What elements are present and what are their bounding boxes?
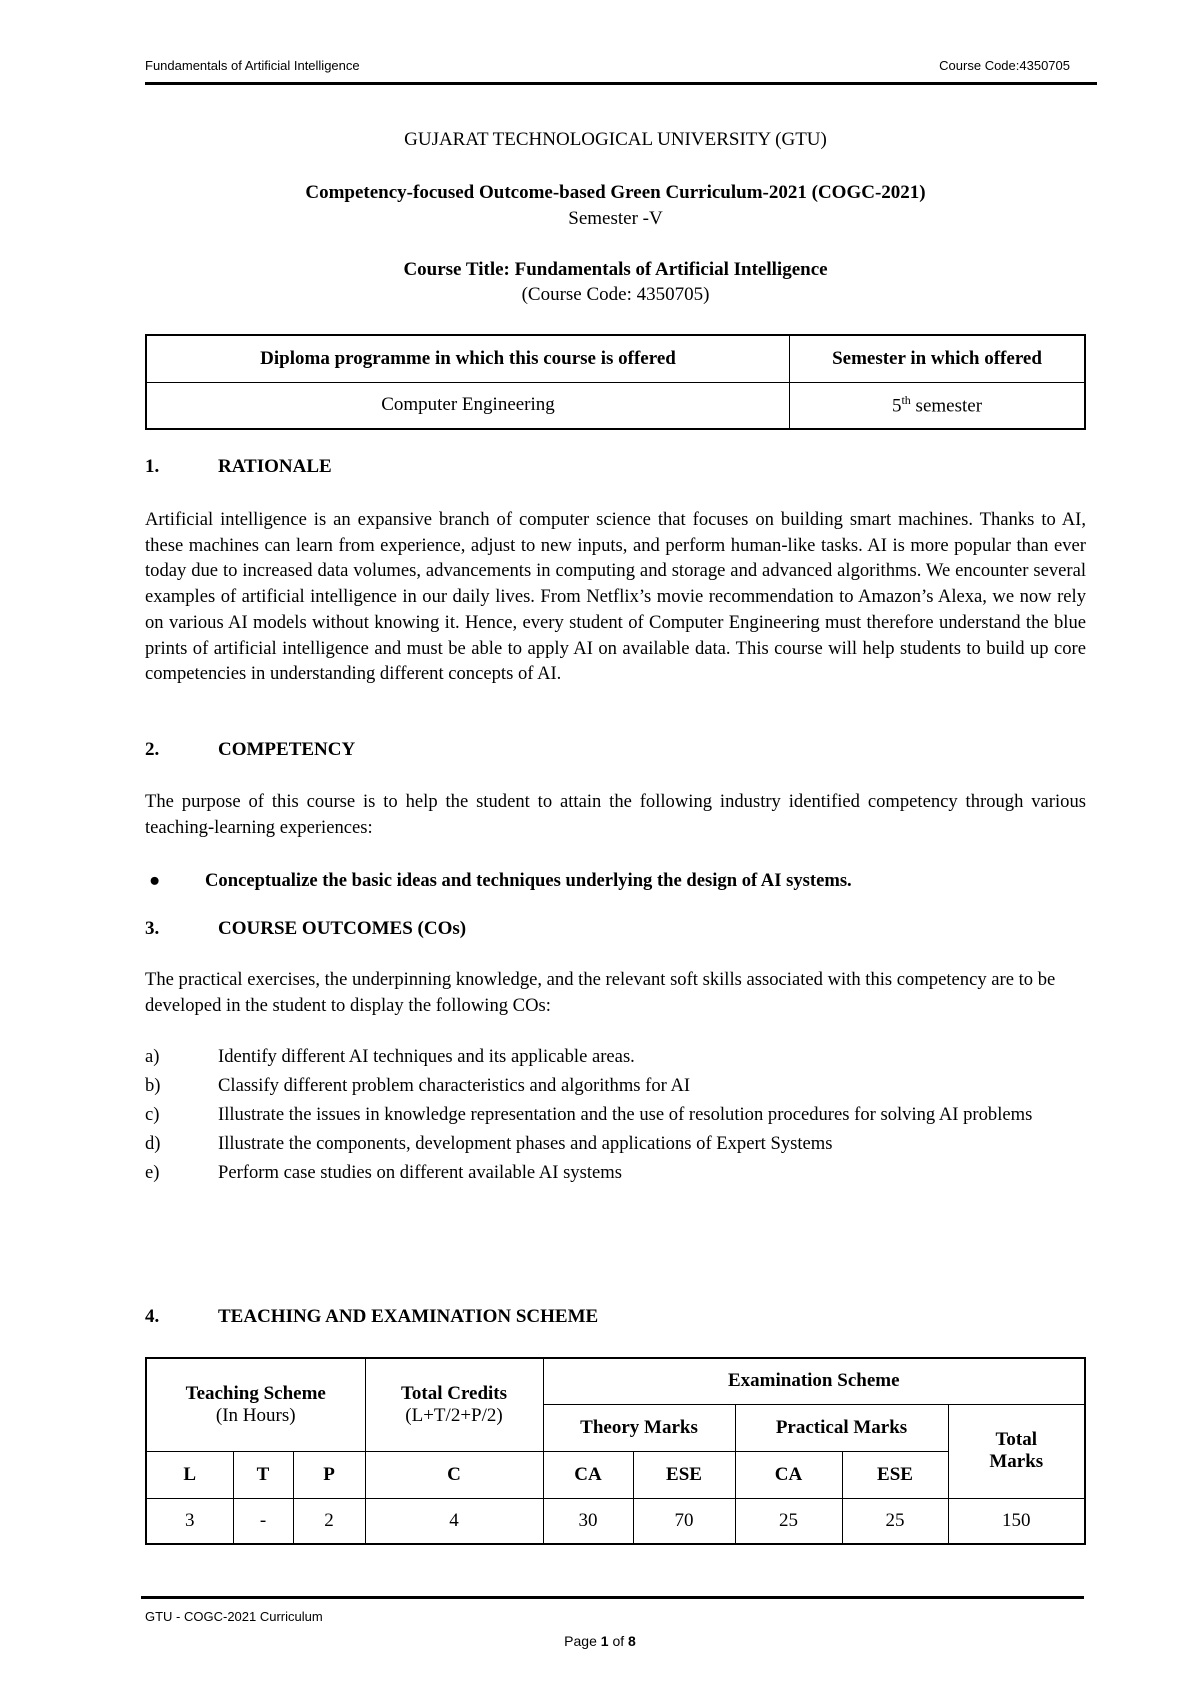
outcome-item xyxy=(145,1129,1086,1158)
header-divider xyxy=(145,82,1097,85)
section-outcomes-heading xyxy=(145,918,466,940)
outcome-marker: b) xyxy=(145,1075,161,1096)
value-theory-ese: 70 xyxy=(633,1498,735,1544)
teaching-scheme-label: Teaching Scheme xyxy=(185,1382,326,1404)
competency-statement: Conceptualize the basic ideas and techniques underlying the design of AI systems. xyxy=(205,870,852,891)
outcome-item xyxy=(145,1100,1086,1129)
practical-marks-header: Practical Marks xyxy=(735,1404,948,1451)
section-number: 2. xyxy=(145,739,160,760)
col-theory-ese: ESE xyxy=(633,1451,735,1498)
competency-bullet xyxy=(145,866,1086,895)
col-t: T xyxy=(233,1451,293,1498)
outcome-item xyxy=(145,1042,1086,1071)
col-c: C xyxy=(365,1451,543,1498)
footer-divider xyxy=(141,1596,1084,1599)
total-marks-header xyxy=(948,1404,1085,1498)
section-title: COMPETENCY xyxy=(218,739,356,760)
offer-header-semester: Semester in which offered xyxy=(790,335,1086,382)
header-course-name: Fundamentals of Artificial Intelligence xyxy=(145,58,360,73)
page-number xyxy=(0,1633,1200,1649)
section-number: 4. xyxy=(145,1306,160,1327)
section-competency-heading xyxy=(145,739,355,761)
header-course-code: Course Code:4350705 xyxy=(939,58,1070,73)
total-pages: 8 xyxy=(628,1633,636,1649)
col-p: P xyxy=(293,1451,365,1498)
col-practical-ca: CA xyxy=(735,1451,842,1498)
semester-suffix: th xyxy=(901,393,911,408)
examination-scheme-header: Examination Scheme xyxy=(543,1358,1085,1404)
offer-header-programme: Diploma programme in which this course is offered xyxy=(146,335,790,382)
course-title: Course Title: Fundamentals of Artificial Intelligence xyxy=(403,259,828,280)
theory-marks-header: Theory Marks xyxy=(543,1404,735,1451)
section-scheme-heading xyxy=(145,1306,598,1328)
outcome-item xyxy=(145,1158,1086,1187)
outcome-text: Illustrate the components, development phases and applications of Expert Systems xyxy=(218,1133,833,1154)
semester-label: Semester -V xyxy=(568,208,663,229)
total-credits-label: Total Credits xyxy=(400,1382,508,1404)
total-label: Total xyxy=(995,1429,1038,1450)
section-rationale-heading xyxy=(145,456,332,478)
outcome-text: Illustrate the issues in knowledge representation and the use of resolution procedures for solving AI problems xyxy=(218,1104,1033,1125)
semester-number: 5 xyxy=(891,395,902,417)
value-l: 3 xyxy=(146,1498,233,1544)
section-number: 3. xyxy=(145,918,160,939)
outcome-text: Identify different AI techniques and its applicable areas. xyxy=(218,1046,635,1067)
outcome-text: Classify different problem characteristics and algorithms for AI xyxy=(218,1075,691,1096)
section-title: RATIONALE xyxy=(218,456,332,477)
course-code: (Course Code: 4350705) xyxy=(521,284,710,305)
col-l: L xyxy=(146,1451,233,1498)
outcome-text: Perform case studies on different available AI systems xyxy=(218,1162,622,1183)
teaching-scheme-header xyxy=(146,1358,365,1451)
section-title: COURSE OUTCOMES (COs) xyxy=(218,918,467,939)
bullet-icon: ● xyxy=(149,870,161,891)
outcome-marker: a) xyxy=(145,1046,160,1067)
scheme-column-headers xyxy=(146,1451,1085,1498)
footer-curriculum: GTU - COGC-2021 Curriculum xyxy=(145,1609,323,1624)
total-credits-header xyxy=(365,1358,543,1451)
curriculum-title: Competency-focused Outcome-based Green Curriculum-2021 (COGC-2021) xyxy=(305,182,926,203)
outcome-marker: d) xyxy=(145,1133,161,1154)
col-theory-ca: CA xyxy=(543,1451,633,1498)
page-prefix: Page xyxy=(564,1633,601,1649)
outcomes-text: The practical exercises, the underpinning knowledge, and the relevant soft skills associated with this competency are to be developed in the student to display the following COs: xyxy=(145,969,1056,1016)
current-page: 1 xyxy=(600,1633,609,1649)
teaching-scheme-unit: (In Hours) xyxy=(215,1404,296,1426)
offer-table xyxy=(145,334,1086,430)
col-practical-ese: ESE xyxy=(842,1451,948,1498)
value-c: 4 xyxy=(365,1498,543,1544)
value-practical-ca: 25 xyxy=(735,1498,842,1544)
rationale-text: Artificial intelligence is an expansive branch of computer science that focuses on building smart machines. Thanks to AI, these machines can learn from experience, adjust to new inputs, and perform human-like tasks. AI is more popular than ever today due to increased data volumes, advancements in computing and storage and advanced algorithms. We encounter several examples of artificial intelligence in our daily lives. From Netflix’s movie recommendation to Amazon’s Alexa, we now rely on various AI models without knowing it. Hence, every student of Computer Engineering must therefore understand the blue prints of artificial intelligence and must be able to apply AI on available data. This course will help students to build up core competencies in understanding different concepts of AI. xyxy=(145,509,1086,685)
competency-text: The purpose of this course is to help the student to attain the following industry identified competency through various teaching-learning experiences: xyxy=(145,791,1086,838)
value-t: - xyxy=(233,1498,293,1544)
offer-programme: Computer Engineering xyxy=(146,382,790,429)
section-number: 1. xyxy=(145,456,160,477)
value-practical-ese: 25 xyxy=(842,1498,948,1544)
value-p: 2 xyxy=(293,1498,365,1544)
scheme-table xyxy=(145,1357,1086,1545)
semester-word: semester xyxy=(910,395,983,417)
offer-semester xyxy=(790,382,1086,429)
outcome-marker: e) xyxy=(145,1162,160,1183)
university-title: GUJARAT TECHNOLOGICAL UNIVERSITY (GTU) xyxy=(404,129,827,150)
total-credits-formula: (L+T/2+P/2) xyxy=(405,1404,503,1426)
outcome-item xyxy=(145,1071,1086,1100)
section-title: TEACHING AND EXAMINATION SCHEME xyxy=(218,1306,599,1327)
page-of: of xyxy=(608,1633,629,1649)
marks-label: Marks xyxy=(989,1451,1044,1472)
outcome-marker: c) xyxy=(145,1104,160,1125)
value-total: 150 xyxy=(948,1498,1085,1544)
value-theory-ca: 30 xyxy=(543,1498,633,1544)
scheme-values-row xyxy=(146,1498,1085,1544)
outcomes-list xyxy=(145,1042,1086,1187)
